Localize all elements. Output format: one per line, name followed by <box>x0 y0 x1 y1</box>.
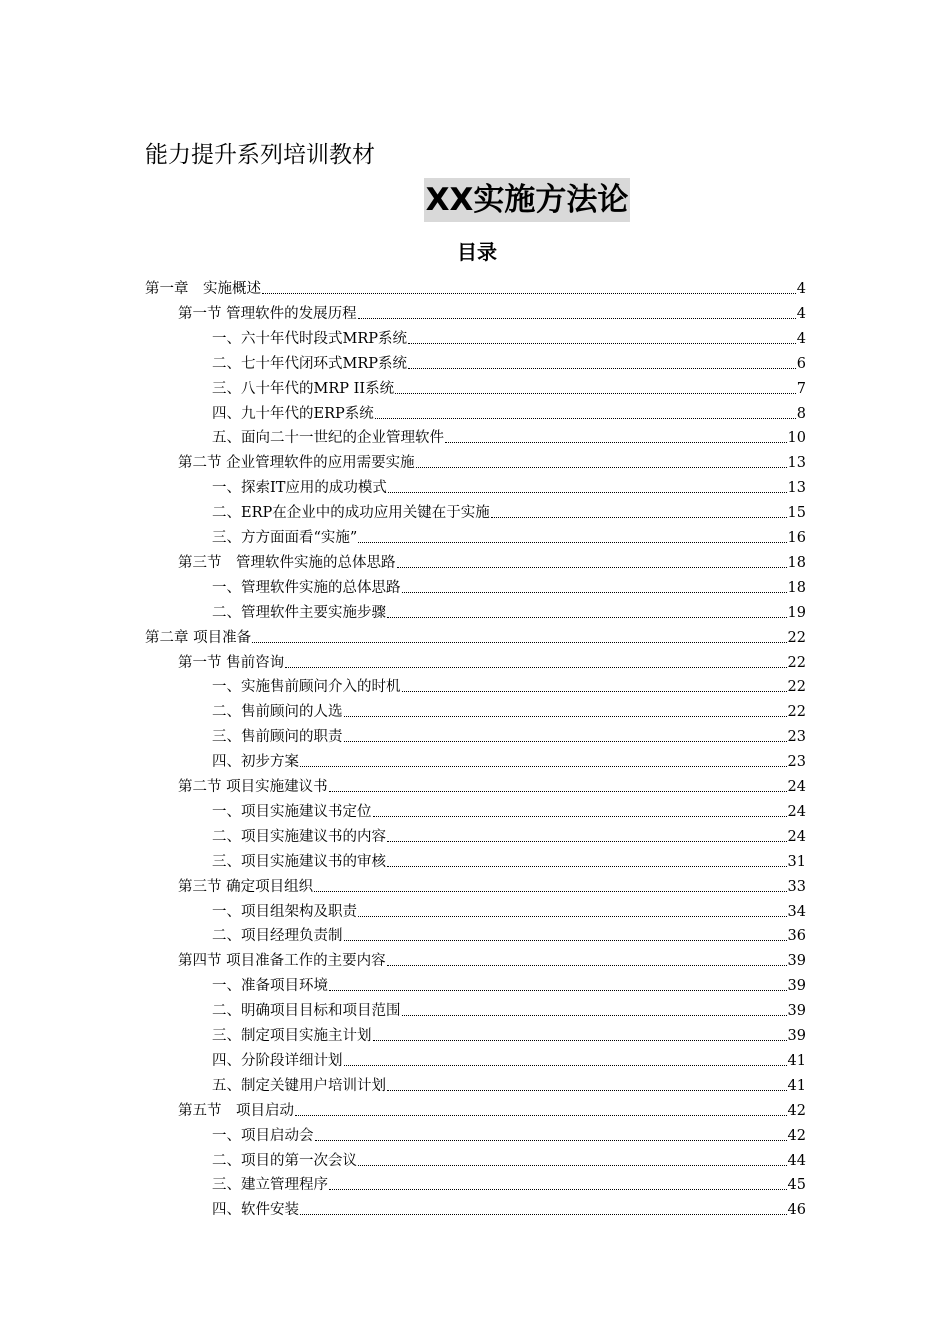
toc-dot-leader <box>491 517 787 518</box>
toc-heading <box>0 236 950 265</box>
toc-dot-leader <box>402 592 787 593</box>
toc-entry[interactable] <box>178 1096 806 1121</box>
toc-entry[interactable] <box>212 797 806 822</box>
toc-dot-leader <box>285 667 786 668</box>
toc-entry-title: 三、售前顾问的职责 <box>212 729 343 745</box>
toc-dot-leader <box>295 1115 787 1116</box>
toc-dot-leader <box>300 1214 787 1215</box>
toc-page-number: 10 <box>787 430 806 446</box>
toc-entry[interactable] <box>212 697 806 722</box>
toc-entry-title: 四、初步方案 <box>212 754 299 770</box>
toc-entry[interactable] <box>212 921 806 946</box>
toc-entry-title: 第三节 管理软件实施的总体思路 <box>178 555 396 571</box>
toc-page-number: 24 <box>787 779 806 795</box>
toc-entry-title: 一、准备项目环境 <box>212 978 328 994</box>
toc-dot-leader <box>252 642 786 643</box>
toc-entry[interactable] <box>212 722 806 747</box>
toc-entry[interactable] <box>212 971 806 996</box>
toc-entry-title: 四、软件安装 <box>212 1202 299 1218</box>
toc-page-number: 7 <box>796 381 806 397</box>
toc-entry-title: 一、项目组架构及职责 <box>212 904 357 920</box>
toc-dot-leader <box>344 716 787 717</box>
toc-entry[interactable] <box>212 996 806 1021</box>
toc-entry-title: 第三节 确定项目组织 <box>178 879 314 895</box>
toc-dot-leader <box>387 617 787 618</box>
toc-entry-title: 二、管理软件主要实施步骤 <box>212 605 386 621</box>
toc-entry[interactable] <box>212 324 806 349</box>
toc-page-number: 46 <box>787 1202 806 1218</box>
toc-entry[interactable] <box>178 946 806 971</box>
toc-entry-title: 第一节 管理软件的发展历程 <box>178 306 357 322</box>
toc-entry[interactable] <box>212 498 806 523</box>
toc-entry[interactable] <box>212 1046 806 1071</box>
toc-page-number: 31 <box>787 854 806 870</box>
toc-entry[interactable] <box>212 1071 806 1096</box>
toc-page-number: 34 <box>787 904 806 920</box>
toc-entry[interactable] <box>212 573 806 598</box>
toc-dot-leader <box>358 318 796 319</box>
toc-entry[interactable] <box>145 274 806 299</box>
toc-entry-title: 三、制定项目实施主计划 <box>212 1028 372 1044</box>
toc-dot-leader <box>387 866 787 867</box>
toc-entry[interactable] <box>178 648 806 673</box>
toc-dot-leader <box>387 1090 787 1091</box>
toc-entry-title: 第一章 实施概述 <box>145 281 261 297</box>
toc-dot-leader <box>315 1140 787 1141</box>
toc-dot-leader <box>358 1165 787 1166</box>
document-title: XX实施方法论 <box>424 178 631 222</box>
toc-dot-leader <box>358 916 787 917</box>
toc-entry-title: 二、七十年代闭环式MRP系统 <box>212 356 408 372</box>
toc-page-number: 13 <box>787 480 806 496</box>
toc-entry[interactable] <box>212 598 806 623</box>
toc-entry[interactable] <box>178 548 806 573</box>
toc-entry[interactable] <box>178 872 806 897</box>
toc-entry[interactable] <box>212 747 806 772</box>
toc-dot-leader <box>402 691 787 692</box>
toc-dot-leader <box>344 940 787 941</box>
toc-dot-leader <box>387 841 787 842</box>
toc-entry[interactable] <box>178 448 806 473</box>
toc-page-number: 24 <box>787 829 806 845</box>
toc-page-number: 4 <box>796 281 806 297</box>
toc-dot-leader <box>329 791 787 792</box>
toc-entry[interactable] <box>178 772 806 797</box>
toc-entry-title: 一、管理软件实施的总体思路 <box>212 580 401 596</box>
toc-entry[interactable] <box>212 1121 806 1146</box>
toc-dot-leader <box>397 567 787 568</box>
toc-entry-title: 三、项目实施建议书的审核 <box>212 854 386 870</box>
toc-page-number: 8 <box>796 406 806 422</box>
toc-entry-title: 第一节 售前咨询 <box>178 655 285 671</box>
toc-dot-leader <box>388 492 787 493</box>
toc-entry-title: 一、项目实施建议书定位 <box>212 804 372 820</box>
toc-page-number: 22 <box>787 655 806 671</box>
toc-entry-title: 二、项目的第一次会议 <box>212 1153 357 1169</box>
toc-dot-leader <box>329 1189 787 1190</box>
toc-page-number: 41 <box>787 1078 806 1094</box>
toc-dot-leader <box>358 542 786 543</box>
toc-entry[interactable] <box>212 1146 806 1171</box>
toc-heading-text: 目录 <box>457 240 497 264</box>
toc-entry-title: 四、分阶段详细计划 <box>212 1053 343 1069</box>
toc-page-number: 39 <box>787 1028 806 1044</box>
toc-entry-title: 三、建立管理程序 <box>212 1177 328 1193</box>
toc-page-number: 24 <box>787 804 806 820</box>
toc-entry[interactable] <box>212 822 806 847</box>
toc-entry-title: 二、明确项目目标和项目范围 <box>212 1003 401 1019</box>
series-title: 能力提升系列培训教材 <box>145 142 375 168</box>
toc-page-number: 23 <box>787 754 806 770</box>
toc-page-number: 33 <box>787 879 806 895</box>
toc-dot-leader <box>329 990 787 991</box>
toc-page-number: 23 <box>787 729 806 745</box>
toc-dot-leader <box>300 766 787 767</box>
toc-dot-leader <box>314 891 786 892</box>
toc-entry[interactable] <box>212 1021 806 1046</box>
toc-entry-title: 三、八十年代的MRP II系统 <box>212 381 395 397</box>
toc-page-number: 4 <box>796 306 806 322</box>
toc-page-number: 39 <box>787 1003 806 1019</box>
toc-entry[interactable] <box>212 423 806 448</box>
toc-page-number: 42 <box>787 1103 806 1119</box>
toc-dot-leader <box>402 1015 787 1016</box>
toc-page-number: 4 <box>796 331 806 347</box>
toc-page-number: 44 <box>787 1153 806 1169</box>
toc-page-number: 19 <box>787 605 806 621</box>
toc-dot-leader <box>408 368 796 369</box>
toc-entry-title: 第二节 企业管理软件的应用需要实施 <box>178 455 415 471</box>
toc-page-number: 22 <box>787 704 806 720</box>
toc-dot-leader <box>408 343 796 344</box>
toc-entry-title: 第二章 项目准备 <box>145 630 252 646</box>
toc-dot-leader <box>373 1040 787 1041</box>
toc-entry[interactable] <box>212 473 806 498</box>
toc-entry-title: 二、项目经理负责制 <box>212 928 343 944</box>
toc-dot-leader <box>445 442 787 443</box>
toc-entry[interactable] <box>212 897 806 922</box>
toc-entry-title: 五、制定关键用户培训计划 <box>212 1078 386 1094</box>
toc-page-number: 39 <box>787 953 806 969</box>
toc-entry[interactable] <box>178 299 806 324</box>
toc-page-number: 6 <box>796 356 806 372</box>
toc-entry-title: 一、六十年代时段式MRP系统 <box>212 331 408 347</box>
toc-page-number: 41 <box>787 1053 806 1069</box>
toc-dot-leader <box>344 741 787 742</box>
toc-entry-title: 一、实施售前顾问介入的时机 <box>212 679 401 695</box>
toc-entry-title: 一、探索IT应用的成功模式 <box>212 480 387 496</box>
toc-page-number: 45 <box>787 1177 806 1193</box>
toc-page-number: 22 <box>787 679 806 695</box>
toc-page-number: 22 <box>787 630 806 646</box>
toc-dot-leader <box>387 965 787 966</box>
toc-page-number: 15 <box>787 505 806 521</box>
title-container <box>0 178 950 222</box>
toc-entry-title: 二、售前顾问的人选 <box>212 704 343 720</box>
toc-entry-title: 一、项目启动会 <box>212 1128 314 1144</box>
toc-page-number: 16 <box>787 530 806 546</box>
toc-entry[interactable] <box>212 1195 806 1220</box>
toc-entry-title: 第二节 项目实施建议书 <box>178 779 328 795</box>
toc-entry[interactable] <box>212 523 806 548</box>
toc-entry[interactable] <box>212 1170 806 1195</box>
toc-entry-title: 四、九十年代的ERP系统 <box>212 406 374 422</box>
toc-entry[interactable] <box>212 847 806 872</box>
toc-dot-leader <box>373 816 787 817</box>
toc-dot-leader <box>395 393 796 394</box>
toc-entry[interactable] <box>212 399 806 424</box>
toc-dot-leader <box>262 293 796 294</box>
toc-page-number: 39 <box>787 978 806 994</box>
toc-page-number: 13 <box>787 455 806 471</box>
toc-entry[interactable] <box>212 672 806 697</box>
toc-entry-title: 第四节 项目准备工作的主要内容 <box>178 953 386 969</box>
toc-page-number: 42 <box>787 1128 806 1144</box>
toc-page-number: 36 <box>787 928 806 944</box>
toc-dot-leader <box>416 467 787 468</box>
toc-entry[interactable] <box>212 374 806 399</box>
toc-page-number: 18 <box>787 580 806 596</box>
toc-dot-leader <box>344 1065 787 1066</box>
toc-entry[interactable] <box>145 623 806 648</box>
toc-entry-title: 第五节 项目启动 <box>178 1103 294 1119</box>
toc-entry-title: 五、面向二十一世纪的企业管理软件 <box>212 430 444 446</box>
toc-page-number: 18 <box>787 555 806 571</box>
toc-entry-title: 二、项目实施建议书的内容 <box>212 829 386 845</box>
toc-dot-leader <box>375 418 796 419</box>
toc-entry-title: 二、ERP在企业中的成功应用关键在于实施 <box>212 505 490 521</box>
toc-entry-title: 三、方方面面看“实施” <box>212 530 358 546</box>
toc-entry[interactable] <box>212 349 806 374</box>
